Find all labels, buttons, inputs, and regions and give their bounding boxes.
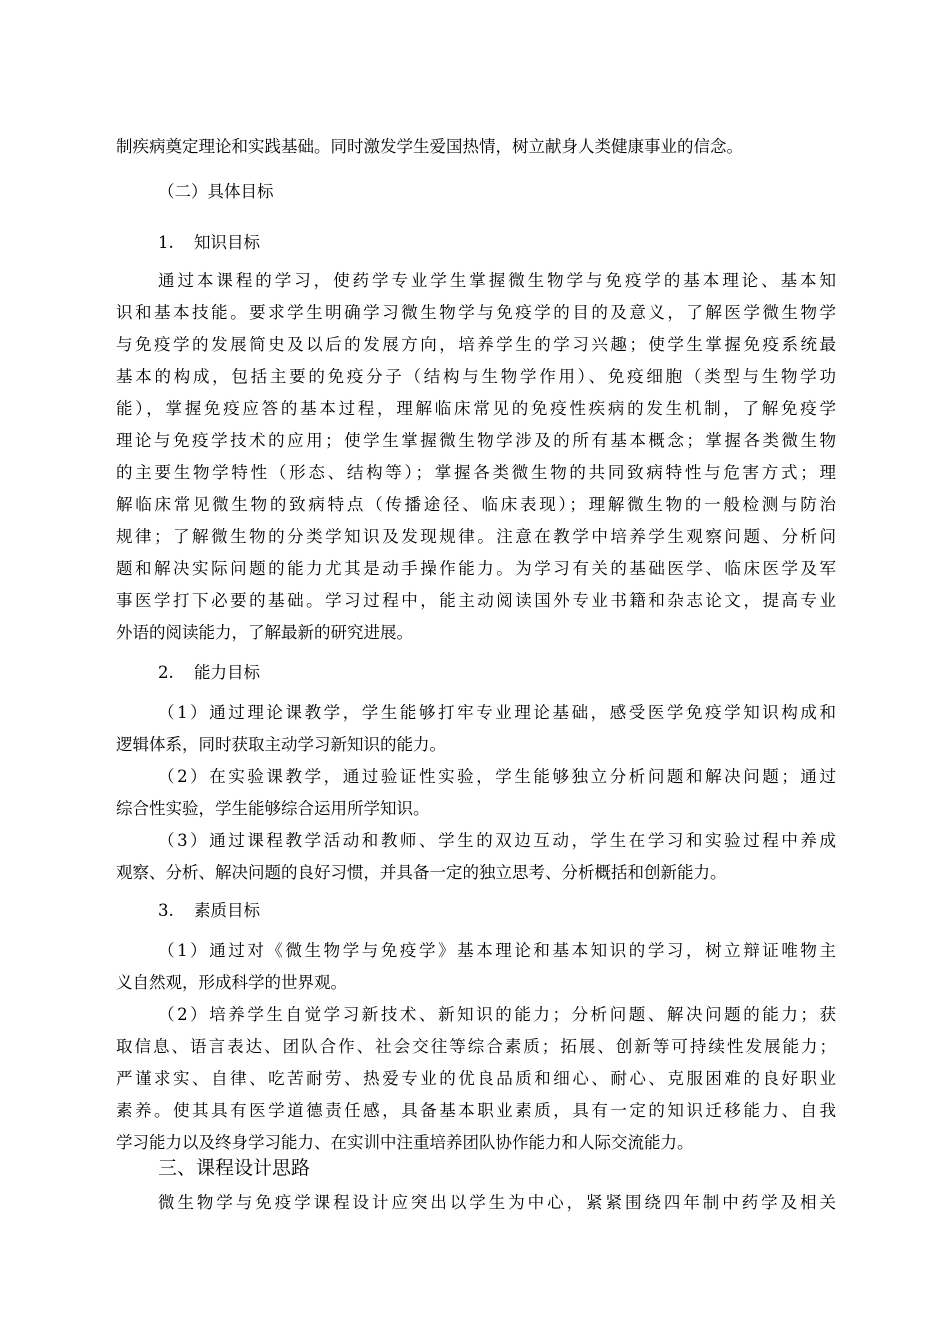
quality-item-line: 严谨求实、自律、吃苦耐劳、热爱专业的优良品质和细心、耐心、克服困难的良好职业	[116, 1069, 836, 1088]
ability-item-line: （3）通过课程教学活动和教师、学生的双边互动，学生在学习和实验过程中养成	[158, 831, 836, 850]
ability-item-line: （2）在实验课教学，通过验证性实验，学生能够独立分析问题和解决问题；通过	[158, 767, 836, 786]
ability-item-line: 综合性实验，学生能够综合运用所学知识。	[116, 799, 430, 818]
knowledge-paragraph-line: 识和基本技能。要求学生明确学习微生物学与免疫学的目的及意义，了解医学微生物学	[116, 303, 836, 322]
quality-item-line: 取信息、语言表达、团队合作、社会交往等综合素质；拓展、创新等可持续性发展能力；	[116, 1037, 836, 1056]
knowledge-paragraph-line: 事医学打下必要的基础。学习过程中，能主动阅读国外专业书籍和杂志论文，提高专业	[116, 591, 836, 610]
knowledge-paragraph-line: 解临床常见微生物的致病特点（传播途径、临床表现）；理解微生物的一般检测与防治	[116, 495, 836, 514]
intro-line: 制疾病奠定理论和实践基础。同时激发学生爱国热情，树立献身人类健康事业的信念。	[116, 137, 743, 156]
knowledge-paragraph-line: 外语的阅读能力，了解最新的研究进展。	[116, 623, 413, 642]
ability-item-line: 逻辑体系，同时获取主动学习新知识的能力。	[116, 735, 446, 754]
quality-goal-heading	[158, 900, 260, 922]
knowledge-paragraph-line: 规律；了解微生物的分类学知识及发现规律。注意在教学中培养学生观察问题、分析问	[116, 527, 836, 546]
quality-item-line: 学习能力以及终身学习能力、在实训中注重培养团队协作能力和人际交流能力。	[116, 1133, 694, 1152]
quality-item-line: 义自然观，形成科学的世界观。	[116, 973, 347, 992]
ability-goal-title: 能力目标	[194, 663, 260, 682]
ability-item-line: 观察、分析、解决问题的良好习惯，并具备一定的独立思考、分析概括和创新能力。	[116, 863, 727, 882]
knowledge-goal-number: 1.	[158, 233, 174, 252]
knowledge-paragraph-line: 基本的构成，包括主要的免疫分子（结构与生物学作用）、免疫细胞（类型与生物学功	[116, 367, 836, 386]
quality-goal-title: 素质目标	[194, 901, 260, 920]
knowledge-paragraph-line: 通过本课程的学习，使药学专业学生掌握微生物学与免疫学的基本理论、基本知	[158, 271, 836, 290]
ability-goal-number: 2.	[158, 663, 174, 682]
quality-goal-number: 3.	[158, 901, 174, 920]
section-3-paragraph-line: 微生物学与免疫学课程设计应突出以学生为中心，紧紧围绕四年制中药学及相关	[158, 1193, 836, 1212]
quality-item-line: （2）培养学生自觉学习新技术、新知识的能力；分析问题、解决问题的能力；获	[158, 1005, 836, 1024]
knowledge-paragraph-line: 题和解决实际问题的能力尤其是动手操作能力。为学习有关的基础医学、临床医学及军	[116, 559, 836, 578]
knowledge-paragraph-line: 理论与免疫学技术的应用；使学生掌握微生物学涉及的所有基本概念；掌握各类微生物	[116, 431, 836, 450]
knowledge-paragraph-line: 的主要生物学特性（形态、结构等）；掌握各类微生物的共同致病特性与危害方式；理	[116, 463, 836, 482]
knowledge-paragraph-line: 能），掌握免疫应答的基本过程，理解临床常见的免疫性疾病的发生机制，了解免疫学	[116, 399, 836, 418]
ability-item-line: （1）通过理论课教学，学生能够打牢专业理论基础，感受医学免疫学知识构成和	[158, 703, 836, 722]
knowledge-paragraph-line: 与免疫学的发展简史及以后的发展方向，培养学生的学习兴趣；使学生掌握免疫系统最	[116, 335, 836, 354]
knowledge-goal-heading	[158, 232, 260, 254]
sub-heading-specific-goals: （二）具体目标	[158, 182, 274, 201]
section-3-heading: 三、课程设计思路	[158, 1157, 311, 1179]
ability-goal-heading	[158, 662, 260, 684]
knowledge-goal-title: 知识目标	[194, 233, 260, 252]
quality-item-line: 素养。使其具有医学道德责任感，具备基本职业素质，具有一定的知识迁移能力、自我	[116, 1101, 836, 1120]
quality-item-line: （1）通过对《微生物学与免疫学》基本理论和基本知识的学习，树立辩证唯物主	[158, 941, 836, 960]
